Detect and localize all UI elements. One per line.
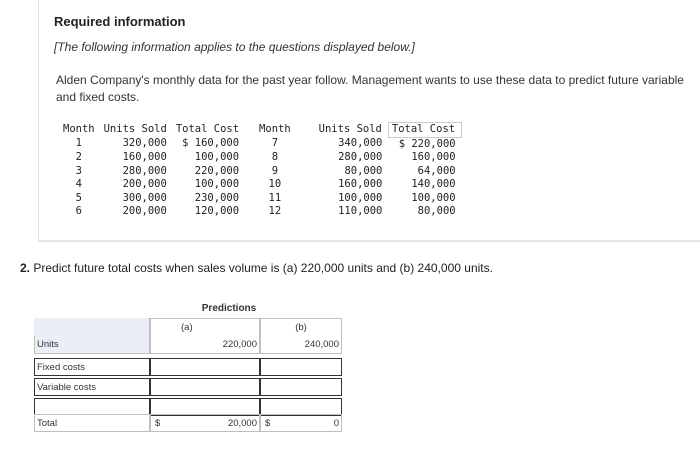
units2-cell: 110,000 bbox=[338, 205, 383, 217]
units-b-value: 240,000 bbox=[260, 336, 342, 354]
table-row bbox=[60, 192, 462, 206]
month2-cell: 12 bbox=[268, 205, 282, 217]
intro-paragraph: Alden Company's monthly data for the past year follow. Management wants to use these data to predict future variable and fixed costs. bbox=[56, 73, 684, 104]
cost2-cell: 160,000 bbox=[411, 151, 456, 163]
month2-cell: 8 bbox=[271, 151, 279, 163]
col-header-month-2: Month bbox=[259, 123, 291, 135]
header-blank-cell bbox=[34, 318, 150, 336]
units2-cell: 280,000 bbox=[338, 151, 383, 163]
units-cell: 300,000 bbox=[122, 191, 167, 204]
month2-cell: 9 bbox=[271, 164, 279, 177]
predictions-title: Predictions bbox=[201, 303, 257, 314]
variable-costs-b-input[interactable] bbox=[260, 378, 342, 396]
col-header-month: Month bbox=[63, 123, 95, 135]
col-header-cost-2: Total Cost bbox=[388, 123, 461, 138]
col-a-header: (a) bbox=[150, 318, 260, 336]
total-a-amount: 20,000 bbox=[227, 417, 257, 429]
total-a-value bbox=[150, 414, 260, 432]
fixed-costs-a-input[interactable] bbox=[150, 358, 260, 376]
col-header-units: Units Sold bbox=[103, 123, 167, 135]
units2-cell: 340,000 bbox=[338, 137, 383, 150]
section-subheading: [The following information applies to the questions displayed below.] bbox=[54, 40, 415, 54]
units2-cell: 100,000 bbox=[338, 191, 383, 204]
cost2-cell: 64,000 bbox=[417, 164, 456, 177]
units-label: Units bbox=[34, 336, 150, 354]
col-header-units-2: Units Sold bbox=[318, 123, 382, 135]
month2-cell: 10 bbox=[268, 178, 282, 190]
cost-cell: 100,000 bbox=[194, 178, 240, 190]
table-row bbox=[60, 151, 462, 165]
month-cell: 2 bbox=[75, 151, 82, 163]
cost-cell: $ 160,000 bbox=[182, 137, 240, 150]
cost-cell: 100,000 bbox=[194, 151, 240, 163]
units-cell: 200,000 bbox=[122, 178, 167, 190]
units-a-value: 220,000 bbox=[150, 336, 260, 354]
month-cell: 6 bbox=[75, 205, 82, 217]
col-b-header: (b) bbox=[260, 318, 342, 336]
month2-cell: 11 bbox=[268, 191, 282, 204]
cost2-cell: 80,000 bbox=[417, 205, 456, 217]
units2-cell: 160,000 bbox=[338, 178, 383, 190]
monthly-data-table bbox=[60, 122, 462, 219]
cost-cell: 120,000 bbox=[194, 205, 240, 217]
table-row bbox=[60, 165, 462, 179]
total-b-amount: 0 bbox=[333, 417, 339, 429]
month-cell: 5 bbox=[75, 191, 82, 204]
question-body: Predict future total costs when sales volume is (a) 220,000 units and (b) 240,000 units. bbox=[33, 261, 493, 275]
cost2-cell: 140,000 bbox=[411, 178, 456, 190]
month-cell: 3 bbox=[75, 164, 82, 177]
month-cell: 1 bbox=[75, 137, 82, 150]
units-cell: 200,000 bbox=[122, 205, 167, 217]
cost2-cell: $ 220,000 bbox=[398, 137, 456, 150]
currency-symbol: $ bbox=[265, 417, 271, 429]
table-header-row bbox=[60, 123, 462, 138]
table-row bbox=[60, 205, 462, 219]
table-row bbox=[60, 137, 462, 151]
variable-costs-a-input[interactable] bbox=[150, 378, 260, 396]
month-cell: 4 bbox=[75, 178, 82, 190]
total-b-value bbox=[260, 414, 342, 432]
question-number: 2. bbox=[20, 261, 31, 275]
fixed-costs-label-input[interactable]: Fixed costs bbox=[34, 358, 150, 376]
table-row bbox=[60, 178, 462, 192]
cost-cell: 230,000 bbox=[194, 191, 240, 204]
total-label: Total bbox=[34, 414, 150, 432]
month2-cell: 7 bbox=[271, 137, 279, 150]
cost-cell: 220,000 bbox=[194, 164, 240, 177]
section-heading: Required information bbox=[54, 14, 186, 29]
col-header-cost: Total Cost bbox=[175, 123, 240, 135]
fixed-costs-b-input[interactable] bbox=[260, 358, 342, 376]
units-cell: 160,000 bbox=[122, 151, 167, 163]
variable-costs-label-input[interactable]: Variable costs bbox=[34, 378, 150, 396]
cost2-cell: 100,000 bbox=[411, 191, 456, 204]
units-cell: 320,000 bbox=[122, 137, 167, 150]
currency-symbol: $ bbox=[155, 417, 161, 429]
question-text bbox=[20, 261, 493, 275]
units-cell: 280,000 bbox=[122, 164, 167, 177]
units2-cell: 80,000 bbox=[344, 164, 383, 177]
